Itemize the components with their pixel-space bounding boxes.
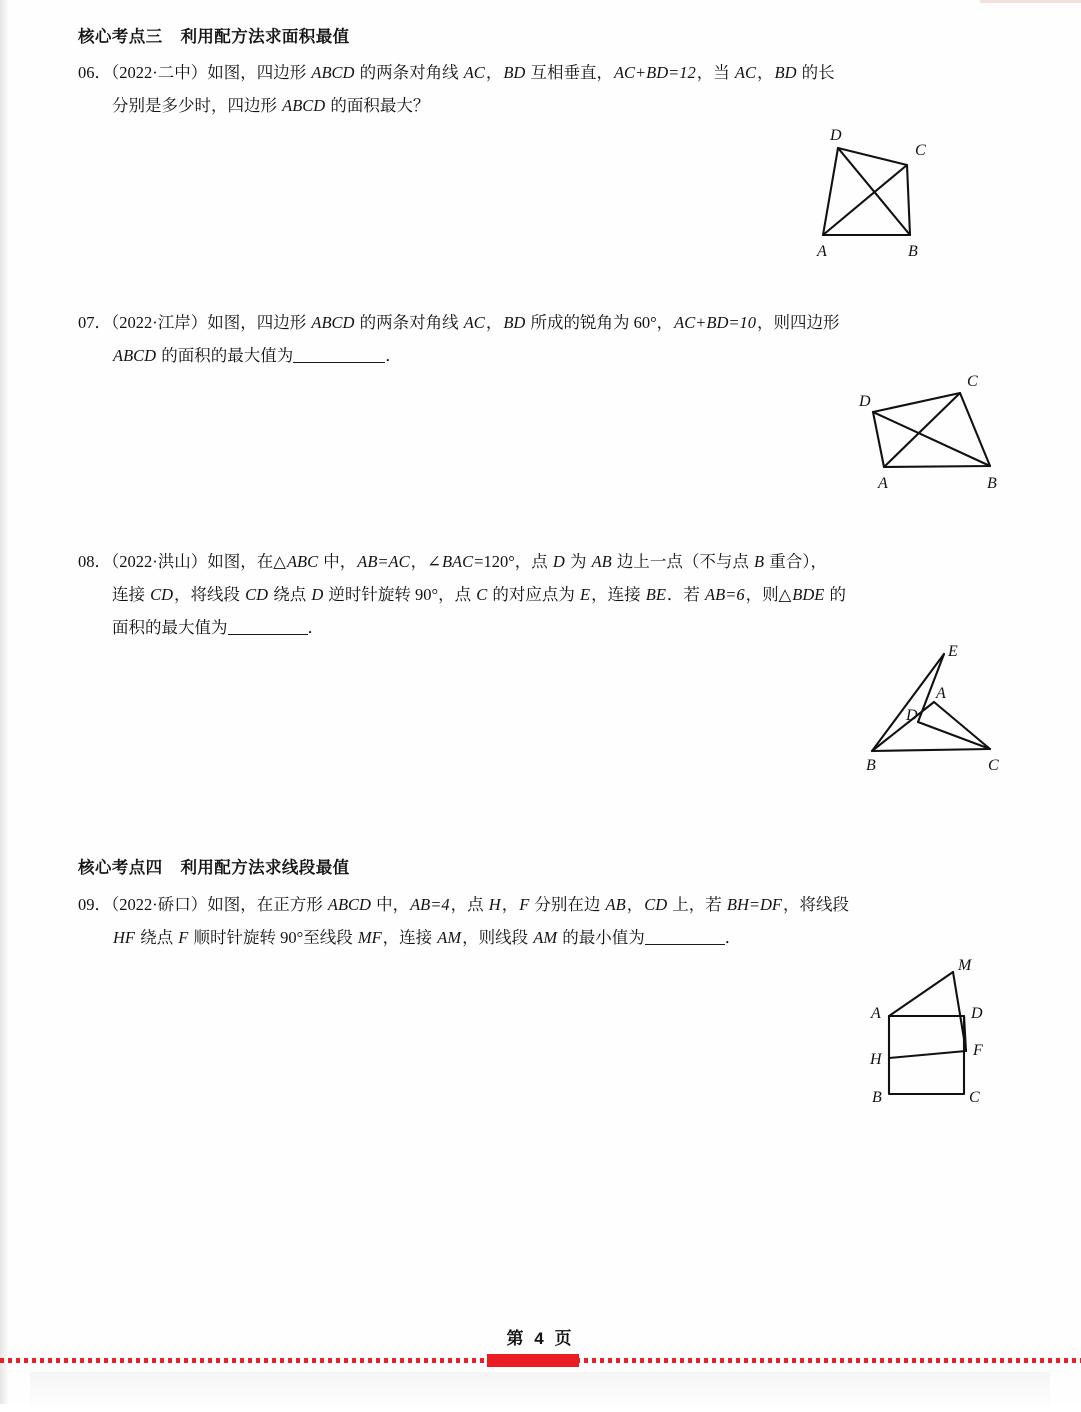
fig06-diagonal-BD [838,148,910,235]
p08-l2c: 绕点 [269,585,311,605]
p08-l2e: 的对应点为 [488,585,580,605]
fig09-label-B: B [872,1088,882,1106]
p08-l2v3: D [311,585,324,605]
p06-line2 [78,89,988,122]
p09-l2f: ． [724,927,742,947]
p09-l2v2: F [178,927,189,947]
fig09-label-H: H [870,1050,882,1068]
fig07-diagonal-AC [884,393,960,467]
p08-l2v4: C [476,585,488,605]
p08-t5: 为 [565,552,591,572]
problem-06-text [78,56,988,89]
p06-t7: 的长 [797,63,835,83]
p09-t5: 分别在边 [530,894,605,914]
p08-v6: B [754,552,765,572]
problem-07-source: （2022·江岸） [111,313,208,333]
problem-09-source: （2022·硚口） [111,894,208,914]
p09-t2: 中， [371,894,410,914]
problem-08-text-line2 [78,578,988,611]
fig06-label-B: B [908,243,918,261]
p08-l2v1: CD [150,585,174,605]
problem-08-number: 08． [78,552,111,572]
p09-v3: H [488,894,501,914]
p09-l2e: 的最小值为 [558,927,645,947]
p06-l2v: ABCD [282,96,326,116]
fig08-segment-DC [918,722,990,749]
fig08-label-A: A [936,685,946,703]
p09-l2v5: AM [533,927,558,947]
footer-red-bar [487,1354,579,1367]
p07-l2a: 的面积的最大值为 [157,346,294,366]
p08-l2v5: E [580,585,591,605]
fig07-label-C: C [967,373,978,391]
p09-l2v4: AM [437,927,462,947]
problem-07-number: 07． [78,313,111,333]
fig09-segment-HF [889,1051,966,1058]
figure-08-triangle [78,643,999,779]
p09-t6: ， [626,894,644,914]
p07-t3: ， [485,313,503,333]
p07-t1: 如图，四边形 [207,313,311,333]
p06-v2: AC [463,63,485,83]
p06-v4: AC+BD=12 [613,63,696,83]
figure-07-quadrilateral [78,372,997,497]
fig06-diagonal-AC [823,165,907,235]
p09-t7: 上，若 [668,894,726,914]
fig09-label-C: C [969,1088,980,1106]
p06-t5: ，当 [696,63,734,83]
p08-l2v6: BE [645,585,666,605]
p09-l2b: 顺时针旋转 90°至线段 [189,927,357,947]
p09-v5: AB [605,894,626,914]
p08-l2b: ，将线段 [174,585,245,605]
fig07-label-A: A [878,475,888,493]
p08-l2v8: BDE [792,585,825,605]
p07-t4: 所成的锐角为 60°， [526,313,674,333]
page-footer [0,1310,1081,1404]
page-left-edge-shadow [0,0,8,1404]
fig08-segment-AC [934,702,990,749]
fig09-label-F: F [973,1041,983,1059]
p08-l3a: 面积的最大值为 [112,618,228,638]
p09-v4: F [519,894,530,914]
p07-line2 [78,339,988,372]
p07-t2: 的两条对角线 [355,313,463,333]
fig06-label-D: D [830,127,842,145]
problem-07 [78,306,997,497]
fig07-label-B: B [987,475,997,493]
p09-l2d: ，则线段 [462,927,533,947]
p09-t8: ，将线段 [783,894,849,914]
p08-l2f: ，连接 [591,585,645,605]
p08-v5: AB [591,552,612,572]
p08-l2h: ，则△ [745,585,792,605]
p06-l2b: 的面积最大？ [326,96,430,116]
fig08-label-D: D [906,707,918,725]
p07-v3: BD [503,313,526,333]
figure-08-wrapper [78,643,999,779]
p06-v3: BD [503,63,526,83]
fig06-label-C: C [915,142,926,160]
fig07-label-D: D [859,393,871,411]
p08-l2v7: AB=6 [705,585,745,605]
p09-t4: ， [501,894,519,914]
fig08-label-C: C [988,757,999,775]
fig08-label-B: B [866,757,876,775]
problem-09-text-line2 [78,921,988,954]
page-content [78,26,999,1114]
p08-v1: ABC [286,552,319,572]
p08-t1: 如图，在△ [207,552,286,572]
page-top-tint [980,0,1081,3]
p07-l2v: ABCD [113,346,157,366]
figure-09-wrapper [78,954,988,1114]
p09-l2a: 绕点 [136,927,178,947]
p09-line2 [78,921,988,954]
p06-t4: 互相垂直， [526,63,613,83]
p09-l2v3: MF [357,927,382,947]
problem-06-source: （2022·二中） [111,63,208,83]
p06-t3: ， [485,63,503,83]
p07-v2: AC [463,313,485,333]
p08-v4: D [552,552,565,572]
problem-09 [78,888,988,1114]
fig08-label-E: E [948,643,958,661]
p07-l2b: ． [385,346,402,366]
p06-v1: ABCD [311,63,355,83]
figure-06-quadrilateral [78,122,988,272]
fig09-label-M: M [958,956,972,974]
problem-08-text-line3 [78,611,988,644]
p08-t4: =120°，点 [474,552,552,572]
p09-l2v1: HF [113,927,135,947]
fig09-segment-FM [953,972,966,1051]
fig06-quadrilateral-outline [823,148,910,235]
section-4-title: 利用配方法求线段最值 [180,859,350,878]
p08-line3 [78,611,988,644]
problem-07-text-line2 [78,339,988,372]
p08-l2v2: CD [245,585,269,605]
fig06-label-A: A [817,243,827,261]
section-3-key: 核心考点三 [78,28,163,46]
section-3-title: 利用配方法求面积最值 [180,28,350,46]
p08-t7: 重合）， [765,552,827,572]
problem-09-number: 09． [78,894,111,914]
p07-t5: ，则四边形 [757,313,840,333]
p06-t1: 如图，四边形 [207,63,311,83]
problem-06-text-line2 [78,89,988,122]
p08-l2g: ．若 [666,585,705,605]
section-heading-3 [78,26,988,48]
p09-v1: ABCD [327,894,371,914]
p06-l2a: 分别是多少时，四边形 [112,96,282,116]
figure-07-wrapper [78,372,997,497]
p08-v3: BAC [441,552,474,572]
p07-answer-blank[interactable] [293,362,385,363]
problem-06-number: 06． [78,63,111,83]
fig08-segment-BC [872,749,990,751]
p08-l2i: 的 [825,585,846,605]
p08-t6: 边上一点（不与点 [612,552,754,572]
problem-08-source: （2022·洪山） [111,552,208,572]
p08-t2: 中， [319,552,357,572]
p06-v6: BD [774,63,797,83]
p08-l2a: 连接 [112,585,150,605]
p09-t3: ，点 [450,894,488,914]
p09-answer-blank[interactable] [645,944,725,945]
p08-l2d: 逆时针旋转 90°，点 [324,585,476,605]
fig09-label-A: A [871,1004,881,1022]
p06-v5: AC [734,63,757,83]
figure-06-wrapper [78,122,988,272]
p08-t3: ，∠ [410,552,441,572]
problem-06 [78,56,988,272]
p06-t6: ， [757,63,774,83]
footer-shadow [30,1372,1050,1412]
fig09-label-D: D [971,1004,983,1022]
p09-v7: BH=DF [726,894,782,914]
page-number-label: 第 4 页 [506,1329,575,1348]
p09-v6: CD [644,894,668,914]
fig09-segment-MA [889,972,953,1016]
p08-line2 [78,578,988,611]
p09-v2: AB=4 [410,894,450,914]
p06-t2: 的两条对角线 [355,63,463,83]
section-4-key: 核心考点四 [78,859,163,878]
p09-t1: 如图，在正方形 [207,894,327,914]
section-heading-4 [78,857,988,879]
problem-08 [78,545,999,779]
fig07-quadrilateral-outline [873,393,990,467]
p07-v1: ABCD [311,313,355,333]
p08-v2: AB=AC [357,552,410,572]
p08-l3b: ． [307,618,324,638]
problem-09-text [78,888,988,921]
figure-09-square [78,954,988,1114]
problem-08-text [78,545,988,578]
p08-answer-blank[interactable] [228,634,308,635]
p07-v4: AC+BD=10 [674,313,757,333]
problem-07-text [78,306,988,339]
p09-l2c: ，连接 [382,927,437,947]
